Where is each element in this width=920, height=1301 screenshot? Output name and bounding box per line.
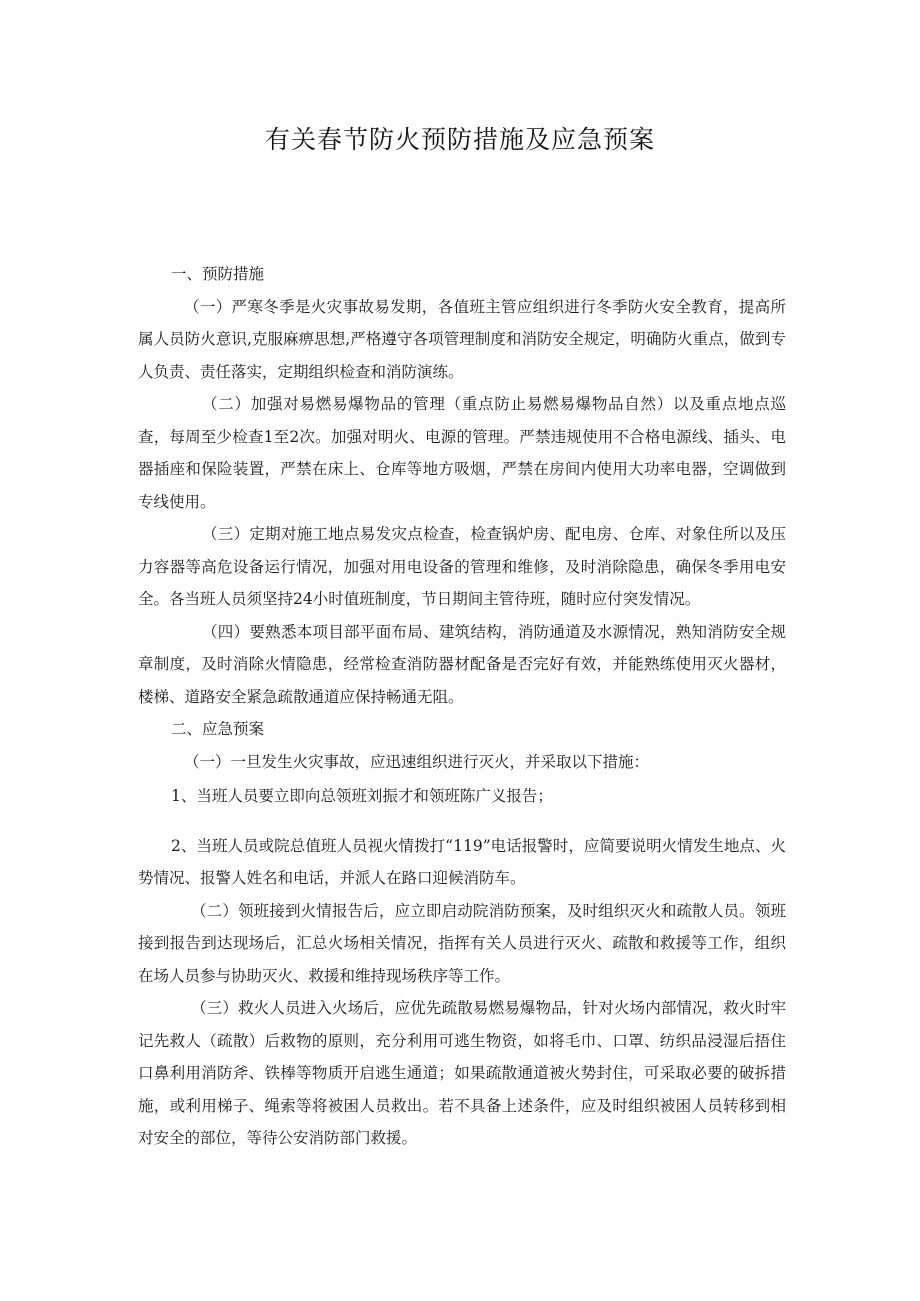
document-body: [138, 258, 786, 1155]
emergency-step-2: 2、当班人员或院总值班人员视火情拨打“119”电话报警时，应简要说明火情发生地点、火势情况、报警人姓名和电话，并派人在路口迎候消防车。: [138, 836, 786, 887]
paragraph-prevention-1: （一）严寒冬季是火灾事故易发期，各值班主管应组织进行冬季防火安全教育，提高所属人员防火意识,克服麻痹思想,严格遵守各项管理制度和消防安全规定，明确防火重点，做到专人负责、责任落实，定期组织检查和消防演练。: [138, 297, 786, 381]
document-title: 有关春节防火预防措施及应急预案: [264, 125, 655, 154]
paragraph-prevention-3: （三）定期对施工地点易发灾点检查，检查锅炉房、配电房、仓库、对象住所以及压力容器等高危设备运行情况，加强对用电设备的管理和维修，及时消除隐患，确保冬季用电安全。各当班人员须坚持24小时值班制度，节日期间主管待班，随时应付突发情况。: [138, 525, 786, 608]
paragraph-prevention-4: （四）要熟悉本项目部平面布局、建筑结构，消防通道及水源情况，熟知消防安全规章制度，及时消除火情隐患，经常检查消防器材配备是否完好有效，并能熟练使用灭火器材，楼梯、道路安全紧急疏散通道应保持畅通无阻。: [138, 622, 786, 706]
paragraph-emergency-2: （二）领班接到火情报告后，应立即启动院消防预案，及时组织灭火和疏散人员。领班接到报告到达现场后，汇总火场相关情况，指挥有关人员进行灭火、疏散和救援等工作，组织在场人员参与协助灭火、救援和维持现场秩序等工作。: [138, 901, 786, 985]
section-heading-emergency: 二、应急预案: [171, 720, 265, 738]
paragraph-emergency-1: （一）一旦发生火灾事故，应迅速组织进行灭火，并采取以下措施：: [184, 752, 650, 771]
paragraph-emergency-3: （三）救火人员进入火场后，应优先疏散易燃易爆物品，针对火场内部情况，救火时牢记先救人（疏散）后救物的原则，充分利用可逃生物资，如将毛巾、口罩、纺织品浸湿后捂住口鼻利用消防斧、铁棒等物质开启逃生通道；如果疏散通道被火势封住，可采取必要的破拆措施，或利用梯子、绳索等将被困人员救出。若不具备上述条件，应及时组织被困人员转移到相对安全的部位，等待公安消防部门救援。: [138, 999, 786, 1147]
section-heading-prevention: 一、预防措施: [171, 265, 265, 283]
paragraph-prevention-2: （二）加强对易燃易爆物品的管理（重点防止易燃易爆物品自然）以及重点地点巡查，每周至少检查1至2次。加强对明火、电源的管理。严禁违规使用不合格电源线、插头、电器插座和保险装置，严禁在床上、仓库等地方吸烟，严禁在房间内使用大功率电器，空调做到专线使用。: [138, 395, 786, 511]
emergency-step-1: 1、当班人员要立即向总领班刘振才和领班陈广义报告；: [171, 787, 553, 805]
